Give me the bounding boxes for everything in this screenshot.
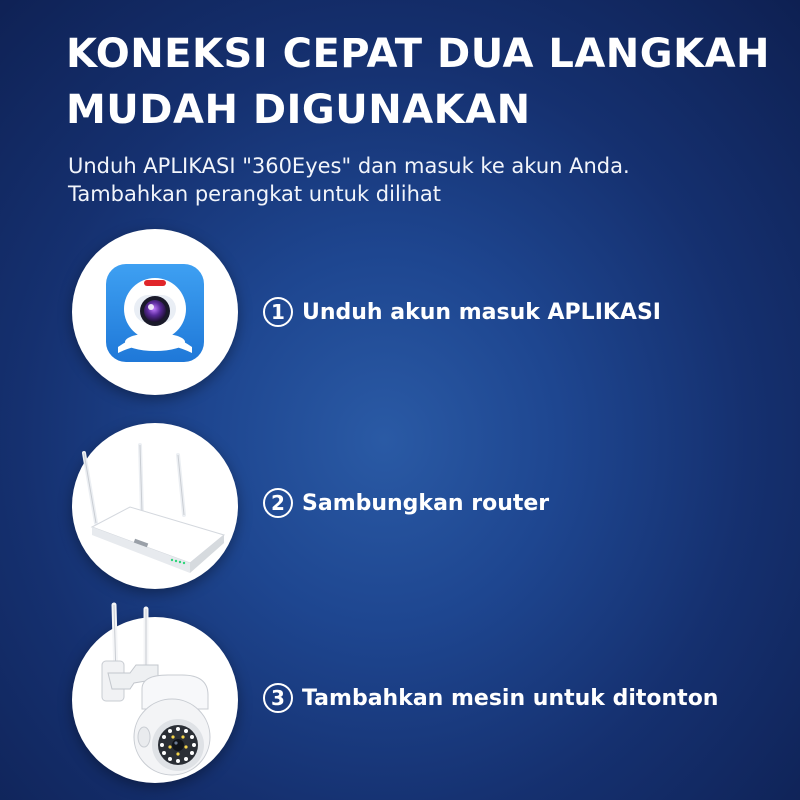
app-camera-icon [72,229,238,395]
step-2-label [263,485,549,521]
step-1-text: Unduh akun masuk APLIKASI [302,299,661,325]
step-3-label [263,680,718,716]
step-2-image [72,423,238,589]
step-1-label [263,294,661,330]
subtitle-line-1: Unduh APLIKASI "360Eyes" dan masuk ke akun Anda. [68,154,630,178]
step-3-number: 3 [263,683,293,713]
router-image [72,423,238,589]
title-line-2: MUDAH DIGUNAKAN [66,87,531,133]
subtitle [68,152,630,208]
subtitle-line-2: Tambahkan perangkat untuk dilihat [68,182,442,206]
step-3-image [72,617,238,783]
step-2-text: Sambungkan router [302,490,550,516]
step-3-text: Tambahkan mesin untuk ditonton [302,685,719,711]
security-camera-image [72,617,238,783]
page-title [66,26,770,138]
step-1-number: 1 [263,297,293,327]
title-line-1: KONEKSI CEPAT DUA LANGKAH [66,31,771,77]
step-1-image [72,229,238,395]
step-2-number: 2 [263,488,293,518]
